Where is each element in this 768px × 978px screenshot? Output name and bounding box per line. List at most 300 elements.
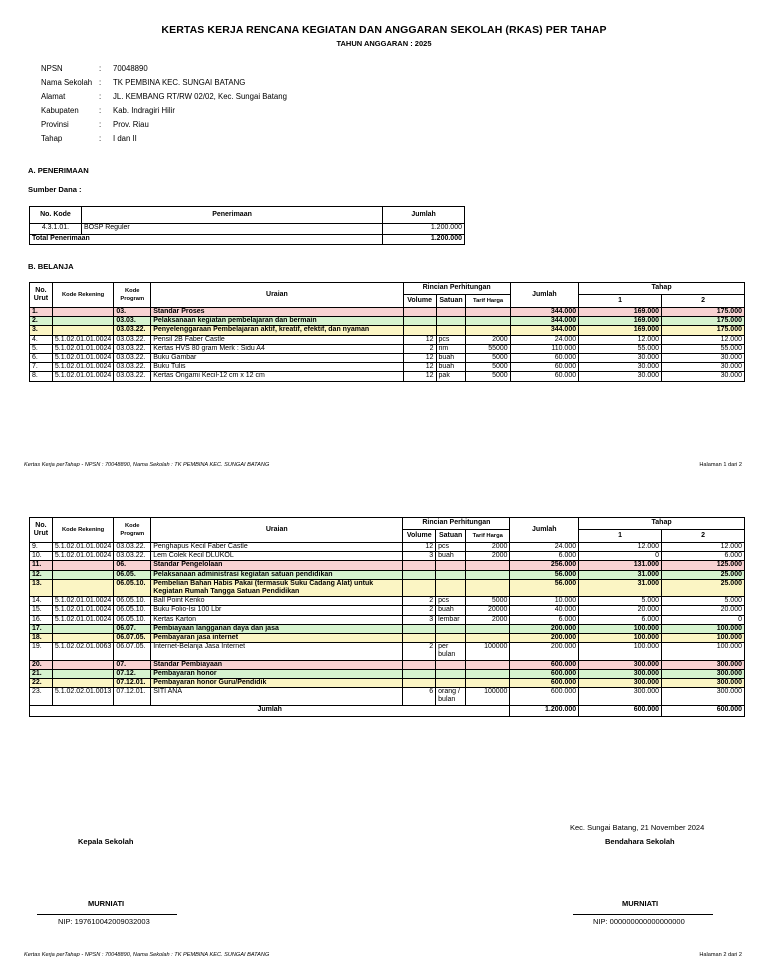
cell-rek: 5.1.02.01.01.0024 — [52, 606, 113, 615]
cell-no: 9. — [30, 543, 53, 552]
document-subtitle: TAHUN ANGGARAN : 2025 — [336, 39, 432, 48]
cell-prog: 03.03.22. — [114, 363, 151, 372]
cell-jumlah: 200.000 — [510, 634, 579, 643]
cell-prog: 03.03.22. — [114, 372, 151, 381]
cell-no: 16. — [30, 615, 53, 624]
cell-rek: 5.1.02.01.01.0024 — [52, 363, 113, 372]
cell-jumlah: 60.000 — [510, 372, 578, 381]
cell-tarif — [466, 561, 510, 570]
table-row — [30, 669, 745, 678]
cell-tarif: 2000 — [466, 615, 510, 624]
cell-uraian: Pensil 2B Faber Castle — [151, 335, 403, 344]
table-row — [30, 552, 745, 561]
penerimaan-table — [29, 206, 465, 245]
cell-rek — [52, 579, 113, 596]
cell-jumlah: 344.000 — [510, 326, 578, 335]
cell-vol — [403, 317, 436, 326]
cell-prog: 06.07. — [114, 624, 151, 633]
cell-vol — [403, 308, 436, 317]
cell-rek — [52, 669, 113, 678]
document-title: KERTAS KERJA RENCANA KEGIATAN DAN ANGGARAN SEKOLAH (RKAS) PER TAHAP — [161, 24, 607, 36]
cell-rek: 5.1.02.01.01.0024 — [52, 344, 113, 353]
cell-t2: 12.000 — [662, 335, 745, 344]
cell-t2: 100.000 — [662, 634, 745, 643]
cell-jumlah: 6.000 — [510, 615, 579, 624]
cell-prog: 06.05. — [114, 570, 151, 579]
cell-tarif: 5000 — [466, 597, 510, 606]
cell-t1: 55.000 — [579, 344, 662, 353]
cell-vol — [403, 660, 436, 669]
cell-tarif — [466, 624, 510, 633]
cell-t2: 20.000 — [662, 606, 745, 615]
col-tahap-2: 2 — [662, 295, 745, 308]
info-row: Alamat : JL. KEMBANG RT/RW 02/02, Kec. Sungai Batang — [41, 92, 287, 102]
cell-sat: pak — [436, 372, 466, 381]
cell-jumlah: 10.000 — [510, 597, 579, 606]
cell-prog: 06.05.10. — [114, 606, 151, 615]
signature-line-right — [573, 914, 713, 915]
cell-rek — [52, 317, 113, 326]
cell-tarif — [466, 317, 510, 326]
col-satuan: Satuan — [436, 295, 466, 308]
cell-sat — [436, 669, 466, 678]
page-footer: Kertas Kerja perTahap - NPSN : 70048890, Nama Sekolah : TK PEMBINA KEC. SUNGAI BATANG — [24, 952, 270, 958]
cell-prog: 06. — [114, 561, 151, 570]
cell-uraian: Pelaksanaan administrasi kegiatan satuan pendidikan — [151, 570, 403, 579]
cell-vol: 12 — [403, 372, 436, 381]
cell-sat: pcs — [436, 597, 466, 606]
cell-prog: 07.12. — [114, 669, 151, 678]
info-row: Tahap : I dan II — [41, 133, 137, 143]
cell-uraian: Kertas Origami Kecil-12 cm x 12 cm — [151, 372, 403, 381]
cell-vol — [403, 679, 436, 688]
col-jumlah: Jumlah — [510, 283, 578, 308]
cell-t2: 0 — [662, 615, 745, 624]
cell-uraian: Pembayaran honor — [151, 669, 403, 678]
cell-tarif — [466, 326, 510, 335]
cell-uraian: Penyelenggaraan Pembelajaran aktif, kreatif, efektif, dan nyaman — [151, 326, 403, 335]
bendahara-nip: NIP: 000000000000000000 — [593, 917, 685, 926]
cell-uraian: Standar Proses — [151, 308, 403, 317]
cell-rek — [52, 561, 113, 570]
cell-vol — [403, 570, 436, 579]
cell-sat — [436, 308, 466, 317]
cell-t1: 169.000 — [579, 326, 662, 335]
cell-no: 1. — [30, 308, 53, 317]
page-number: Halaman 1 dari 2 — [699, 462, 742, 468]
cell-t2: 175.000 — [662, 308, 745, 317]
cell-sat — [436, 326, 466, 335]
cell-rek: 5.1.02.01.01.0024 — [52, 354, 113, 363]
cell-sat: pcs — [436, 543, 466, 552]
cell-no: 12. — [30, 570, 53, 579]
info-row: Provinsi : Prov. Riau — [41, 120, 149, 129]
section-penerimaan: A. PENERIMAAN — [28, 166, 89, 175]
cell-tarif: 5000 — [466, 372, 510, 381]
col-rincian: Rincian Perhitungan — [403, 518, 510, 530]
cell-vol: 12 — [403, 543, 436, 552]
cell-t1: 300.000 — [579, 660, 662, 669]
cell-uraian: SITI ANA — [151, 688, 403, 705]
cell-sat — [436, 624, 466, 633]
cell-rek — [52, 326, 113, 335]
cell-prog: 07.12.01. — [114, 679, 151, 688]
table-row — [30, 624, 745, 633]
cell-t2: 300.000 — [662, 660, 745, 669]
cell-jumlah: 200.000 — [510, 643, 579, 660]
col-volume: Volume — [403, 295, 436, 308]
bendahara-label: Bendahara Sekolah — [605, 837, 675, 846]
cell-rek: 5.1.02.01.01.0024 — [52, 597, 113, 606]
cell-t1: 31.000 — [579, 579, 662, 596]
cell-tarif: 20000 — [466, 606, 510, 615]
cell-uraian: Pembayaran honor Guru/Pendidik — [151, 679, 403, 688]
cell-uraian: Buku Tulis — [151, 363, 403, 372]
cell-jumlah: 60.000 — [510, 363, 578, 372]
cell-sat — [436, 561, 466, 570]
cell-t2: 6.000 — [662, 552, 745, 561]
cell-prog: 03.03. — [114, 317, 151, 326]
cell-tarif: 2000 — [466, 552, 510, 561]
cell-t2: 300.000 — [662, 679, 745, 688]
cell-prog: 06.07.05. — [114, 634, 151, 643]
col-tahap-2: 2 — [662, 530, 745, 543]
cell-t1: 300.000 — [579, 679, 662, 688]
cell-jumlah: 6.000 — [510, 552, 579, 561]
cell-t2: 30.000 — [662, 372, 745, 381]
cell-sat — [436, 570, 466, 579]
cell-no: 11. — [30, 561, 53, 570]
cell-prog: 06.05.10. — [114, 615, 151, 624]
col-kode-program: Kode Program — [114, 283, 151, 308]
cell-uraian: Buku Gambar — [151, 354, 403, 363]
cell-uraian: Penghapus Kecil Faber Castle — [151, 543, 403, 552]
cell-no: 19. — [30, 643, 53, 660]
cell-vol — [403, 326, 436, 335]
cell-t1: 5.000 — [579, 597, 662, 606]
cell-vol: 2 — [403, 344, 436, 353]
cell-uraian: Standar Pengelolaan — [151, 561, 403, 570]
cell-uraian: Pelaksanaan kegiatan pembelajaran dan bermain — [151, 317, 403, 326]
cell-sat — [436, 634, 466, 643]
info-row: NPSN : 70048890 — [41, 64, 148, 74]
cell-t1: 30.000 — [579, 372, 662, 381]
cell-no: 4. — [30, 335, 53, 344]
col-tahap: Tahap — [579, 518, 745, 530]
table-row — [30, 597, 745, 606]
cell-tarif: 5000 — [466, 363, 510, 372]
cell-uraian: Pembayaran jasa internet — [151, 634, 403, 643]
cell-sat: buah — [436, 363, 466, 372]
col-satuan: Satuan — [436, 530, 466, 543]
cell-tarif — [466, 579, 510, 596]
cell-no: 14. — [30, 597, 53, 606]
table-row — [30, 615, 745, 624]
cell-rek — [52, 660, 113, 669]
cell-sat — [436, 317, 466, 326]
col-uraian: Uraian — [151, 283, 403, 308]
cell-prog: 03. — [114, 308, 151, 317]
table-row — [30, 354, 745, 363]
cell-tarif: 2000 — [466, 335, 510, 344]
table-row — [30, 372, 745, 381]
cell-t2: 25.000 — [662, 579, 745, 596]
table-row — [30, 561, 745, 570]
kepala-sekolah-label: Kepala Sekolah — [78, 837, 134, 846]
cell-vol: 6 — [403, 688, 436, 705]
cell-t1: 31.000 — [579, 570, 662, 579]
table-row — [30, 326, 745, 335]
cell-rek — [52, 634, 113, 643]
col-tahap-1: 1 — [579, 295, 662, 308]
col-volume: Volume — [403, 530, 436, 543]
cell-rek: 5.1.02.01.01.0024 — [52, 543, 113, 552]
cell-jumlah: 600.000 — [510, 660, 579, 669]
table-row — [30, 344, 745, 353]
cell-jumlah: 256.000 — [510, 561, 579, 570]
cell-t1: 100.000 — [579, 624, 662, 633]
table-row — [30, 643, 745, 660]
cell-t2: 175.000 — [662, 326, 745, 335]
cell-vol: 12 — [403, 335, 436, 344]
page-number: Halaman 2 dari 2 — [699, 952, 742, 958]
cell-t1: 300.000 — [579, 669, 662, 678]
table-row: 4.3.1.01. BOSP Reguler 1.200.000 — [30, 224, 465, 235]
cell-sat: orang / bulan — [436, 688, 466, 705]
cell-no: 13. — [30, 579, 53, 596]
col-jumlah: Jumlah — [383, 207, 465, 224]
cell-sat: rim — [436, 344, 466, 353]
table-row — [30, 606, 745, 615]
col-kode-program: Kode Program — [114, 518, 151, 543]
info-row: Kabupaten : Kab. Indragiri Hilir — [41, 106, 175, 116]
cell-jumlah: 344.000 — [510, 308, 578, 317]
table-row — [30, 363, 745, 372]
cell-prog: 03.03.22. — [114, 344, 151, 353]
cell-jumlah: 24.000 — [510, 335, 578, 344]
cell-sat — [436, 579, 466, 596]
cell-sat — [436, 679, 466, 688]
cell-t1: 12.000 — [579, 543, 662, 552]
cell-t2: 30.000 — [662, 354, 745, 363]
cell-uraian: Pembelian Bahan Habis Pakai (termasuk Suku Cadang Alat) untuk Kegiatan Rumah Tangga Satuan Pendidikan — [151, 579, 403, 596]
cell-jumlah: 600.000 — [510, 669, 579, 678]
cell-no: 5. — [30, 344, 53, 353]
signature-line-left — [37, 914, 177, 915]
table-row — [30, 579, 745, 596]
belanja-table-page2 — [29, 517, 745, 717]
info-row: Nama Sekolah : TK PEMBINA KEC. SUNGAI BATANG — [41, 78, 246, 88]
col-no-urut: No. Urut — [30, 518, 53, 543]
cell-t1: 300.000 — [579, 688, 662, 705]
place-date: Kec. Sungai Batang, 21 November 2024 — [570, 823, 705, 832]
cell-sat: buah — [436, 354, 466, 363]
col-tahap-1: 1 — [579, 530, 662, 543]
cell-tarif — [466, 679, 510, 688]
cell-rek: 5.1.02.02.01.0013 — [52, 688, 113, 705]
cell-prog: 03.03.22. — [114, 326, 151, 335]
cell-vol — [403, 561, 436, 570]
col-tarif: Tarif Harga — [466, 530, 510, 543]
cell-t1: 0 — [579, 552, 662, 561]
cell-t1: 30.000 — [579, 354, 662, 363]
cell-no: 6. — [30, 354, 53, 363]
cell-no: 18. — [30, 634, 53, 643]
cell-vol — [403, 624, 436, 633]
cell-vol — [403, 634, 436, 643]
cell-t2: 300.000 — [662, 669, 745, 678]
cell-no: 7. — [30, 363, 53, 372]
sumber-dana-label: Sumber Dana : — [28, 185, 82, 194]
cell-sat: buah — [436, 552, 466, 561]
cell-t2: 30.000 — [662, 363, 745, 372]
col-no-kode: No. Kode — [30, 207, 82, 224]
cell-jumlah: 56.000 — [510, 570, 579, 579]
cell-jumlah: 200.000 — [510, 624, 579, 633]
cell-jumlah: 56.000 — [510, 579, 579, 596]
cell-prog: 06.05.10. — [114, 579, 151, 596]
page-footer: Kertas Kerja perTahap - NPSN : 70048890, Nama Sekolah : TK PEMBINA KEC. SUNGAI BATANG — [24, 462, 270, 468]
cell-uraian: Standar Pembiayaan — [151, 660, 403, 669]
kepala-sekolah-nip: NIP: 197610042009032003 — [58, 917, 150, 926]
cell-jumlah: 600.000 — [510, 679, 579, 688]
table-row — [30, 660, 745, 669]
cell-t2: 55.000 — [662, 344, 745, 353]
cell-sat: pcs — [436, 335, 466, 344]
cell-tarif — [466, 308, 510, 317]
table-row — [30, 688, 745, 705]
total-penerimaan-row: Total Penerimaan 1.200.000 — [30, 235, 465, 245]
cell-uraian: Kertas HVS 80 gram Merk : Sidu A4 — [151, 344, 403, 353]
cell-uraian: Kertas Karton — [151, 615, 403, 624]
table-row — [30, 308, 745, 317]
cell-tarif: 2000 — [466, 543, 510, 552]
cell-jumlah: 24.000 — [510, 543, 579, 552]
cell-no: 20. — [30, 660, 53, 669]
cell-tarif: 100000 — [466, 643, 510, 660]
total-row: Jumlah 1.200.000 600.000 600.000 — [30, 705, 745, 716]
cell-t2: 25.000 — [662, 570, 745, 579]
cell-tarif — [466, 634, 510, 643]
cell-prog: 07.12.01. — [114, 688, 151, 705]
col-tahap: Tahap — [579, 283, 745, 295]
cell-rek — [52, 679, 113, 688]
cell-sat: per bulan — [436, 643, 466, 660]
cell-vol — [403, 669, 436, 678]
belanja-table-page1 — [29, 282, 745, 382]
cell-rek: 5.1.02.01.01.0024 — [52, 552, 113, 561]
cell-t2: 100.000 — [662, 643, 745, 660]
cell-sat: lembar — [436, 615, 466, 624]
cell-jumlah: 110.000 — [510, 344, 578, 353]
cell-no: 8. — [30, 372, 53, 381]
cell-jumlah: 40.000 — [510, 606, 579, 615]
cell-rek: 5.1.02.01.01.0024 — [52, 372, 113, 381]
cell-prog: 03.03.22. — [114, 543, 151, 552]
cell-prog: 03.03.22. — [114, 354, 151, 363]
cell-t2: 125.000 — [662, 561, 745, 570]
cell-t1: 30.000 — [579, 363, 662, 372]
cell-t1: 100.000 — [579, 643, 662, 660]
cell-t1: 12.000 — [579, 335, 662, 344]
cell-vol: 12 — [403, 354, 436, 363]
cell-no: 15. — [30, 606, 53, 615]
cell-t1: 131.000 — [579, 561, 662, 570]
table-row — [30, 570, 745, 579]
cell-uraian: Internet-Belanja Jasa Internet — [151, 643, 403, 660]
cell-vol: 3 — [403, 552, 436, 561]
table-row — [30, 335, 745, 344]
school-info — [41, 62, 287, 145]
cell-t1: 100.000 — [579, 634, 662, 643]
cell-t1: 6.000 — [579, 615, 662, 624]
cell-rek: 5.1.02.01.01.0024 — [52, 615, 113, 624]
cell-prog: 06.05.10. — [114, 597, 151, 606]
cell-jumlah: 60.000 — [510, 354, 578, 363]
col-no-urut: No. Urut — [30, 283, 53, 308]
cell-vol: 3 — [403, 615, 436, 624]
cell-jumlah: 600.000 — [510, 688, 579, 705]
cell-prog: 07. — [114, 660, 151, 669]
cell-tarif: 55000 — [466, 344, 510, 353]
cell-vol: 2 — [403, 597, 436, 606]
cell-no: 22. — [30, 679, 53, 688]
cell-jumlah: 344.000 — [510, 317, 578, 326]
bendahara-name: MURNIATI — [622, 899, 659, 908]
section-belanja: B. BELANJA — [28, 262, 74, 271]
cell-prog: 06.07.05. — [114, 643, 151, 660]
table-row — [30, 634, 745, 643]
cell-prog: 03.03.22. — [114, 335, 151, 344]
cell-tarif — [466, 570, 510, 579]
cell-rek — [52, 570, 113, 579]
cell-no: 10. — [30, 552, 53, 561]
cell-tarif: 100000 — [466, 688, 510, 705]
col-uraian: Uraian — [151, 518, 403, 543]
cell-no: 23. — [30, 688, 53, 705]
col-kode-rekening: Kode Rekening — [52, 518, 113, 543]
cell-no: 17. — [30, 624, 53, 633]
kepala-sekolah-name: MURNIATI — [88, 899, 125, 908]
cell-no: 21. — [30, 669, 53, 678]
cell-tarif — [466, 660, 510, 669]
table-row — [30, 543, 745, 552]
cell-t2: 12.000 — [662, 543, 745, 552]
col-kode-rekening: Kode Rekening — [52, 283, 113, 308]
cell-t2: 175.000 — [662, 317, 745, 326]
col-jumlah: Jumlah — [510, 518, 579, 543]
table-row — [30, 679, 745, 688]
col-tarif: Tarif Harga — [466, 295, 510, 308]
cell-t1: 20.000 — [579, 606, 662, 615]
cell-sat: buah — [436, 606, 466, 615]
cell-t1: 169.000 — [579, 308, 662, 317]
table-row — [30, 317, 745, 326]
col-penerimaan: Penerimaan — [81, 207, 382, 224]
cell-t1: 169.000 — [579, 317, 662, 326]
col-rincian: Rincian Perhitungan — [403, 283, 510, 295]
cell-rek: 5.1.02.01.01.0024 — [52, 335, 113, 344]
cell-t2: 100.000 — [662, 624, 745, 633]
cell-tarif: 5000 — [466, 354, 510, 363]
cell-prog: 03.03.22. — [114, 552, 151, 561]
cell-vol: 2 — [403, 606, 436, 615]
cell-rek: 5.1.02.02.01.0063 — [52, 643, 113, 660]
cell-vol: 2 — [403, 643, 436, 660]
cell-uraian: Ball Point Kenko — [151, 597, 403, 606]
cell-t2: 300.000 — [662, 688, 745, 705]
cell-rek — [52, 308, 113, 317]
